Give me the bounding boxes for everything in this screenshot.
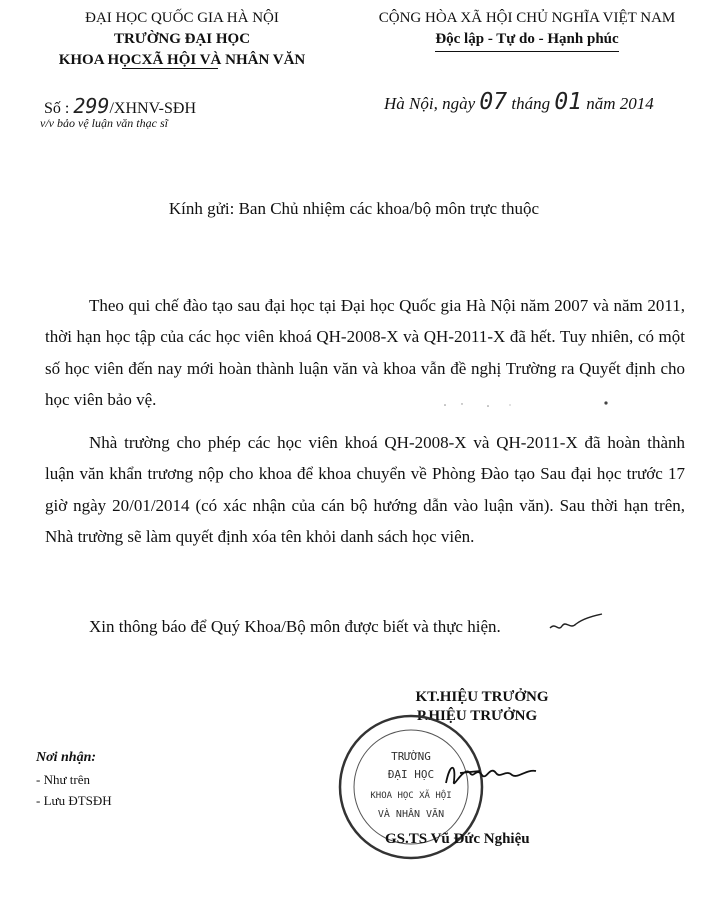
date-prefix: Hà Nội, ngày [384, 94, 476, 113]
document-subject: v/v bảo vệ luận văn thạc sĩ [40, 116, 168, 130]
signatory-title-1: KT.HIỆU TRƯỞNG [415, 689, 549, 705]
document-number-prefix: Số : [44, 100, 70, 117]
signatory-title-2: P.HIỆU TRƯỞNG [416, 708, 538, 724]
national-motto-line-2: Độc lập - Tự do - Hạnh phúc [435, 29, 618, 52]
document-date [384, 89, 654, 115]
handwritten-flourish [548, 608, 604, 634]
date-year: năm 2014 [586, 94, 654, 113]
date-day: 07 [479, 89, 508, 115]
signer-name: GS.TS Vũ Đức Nghiệu [385, 831, 530, 847]
document-number [44, 94, 196, 118]
date-month: 01 [554, 89, 583, 115]
body-paragraph-1: Theo qui chế đào tạo sau đại học tại Đại học Quốc gia Hà Nội năm 2007 và năm 2011, thời hạn học tập của các học viên khoá QH-2008-X và QH-2011-X đã hết. Tuy nhiên, có một số học viên đến nay mới hoàn thành luận văn và khoa vẫn đề nghị Trường ra Quyết định cho học viên bảo vệ. [45, 296, 685, 410]
body-paragraph-3: Xin thông báo để Quý Khoa/Bộ môn được biết và thực hiện. [89, 617, 501, 636]
recipient-item: - Như trên [36, 772, 90, 787]
issuer-underline [122, 68, 218, 69]
seal-line-3: KHOA HỌC XÃ HỘI [370, 791, 452, 801]
issuer-line-2: TRƯỜNG ĐẠI HỌC [113, 31, 251, 47]
seal-line-1: TRƯỜNG [391, 750, 431, 763]
issuer-line-3: KHOA HỌCXÃ HỘI VÀ NHÂN VĂN [58, 52, 306, 68]
seal-line-2: ĐẠI HỌC [387, 768, 435, 781]
recipient-item: - Lưu ĐTSĐH [36, 793, 112, 808]
recipient-line: Kính gửi: Ban Chủ nhiệm các khoa/bộ môn trực thuộc [168, 199, 540, 218]
national-header [352, 8, 702, 52]
handwritten-signature [440, 755, 550, 795]
recipients-title: Nơi nhận: [36, 750, 97, 765]
seal-line-4: VÀ NHÂN VĂN [377, 809, 445, 820]
issuer-header [22, 8, 342, 71]
issuer-line-1: ĐẠI HỌC QUỐC GIA HÀ NỘI [85, 10, 279, 26]
document-number-value: 299 [73, 94, 110, 118]
date-month-label: tháng [511, 94, 551, 113]
document-number-suffix: /XHNV-SĐH [109, 100, 196, 117]
body-paragraph-2: Nhà trường cho phép các học viên khoá QH-2008-X và QH-2011-X đã hoàn thành luận văn khẩn trương nộp cho khoa để khoa chuyển về Phòng Đào tạo Sau đại học trước 17 giờ ngày 20/01/2014 (có xác nhận của cán bộ hướng dẫn vào luận văn). Sau thời hạn trên, Nhà trường sẽ làm quyết định xóa tên khỏi danh sách học viên. [45, 433, 685, 547]
national-motto-line-1: CỘNG HÒA XÃ HỘI CHỦ NGHĨA VIỆT NAM [378, 10, 676, 26]
scan-speckle [440, 398, 620, 412]
